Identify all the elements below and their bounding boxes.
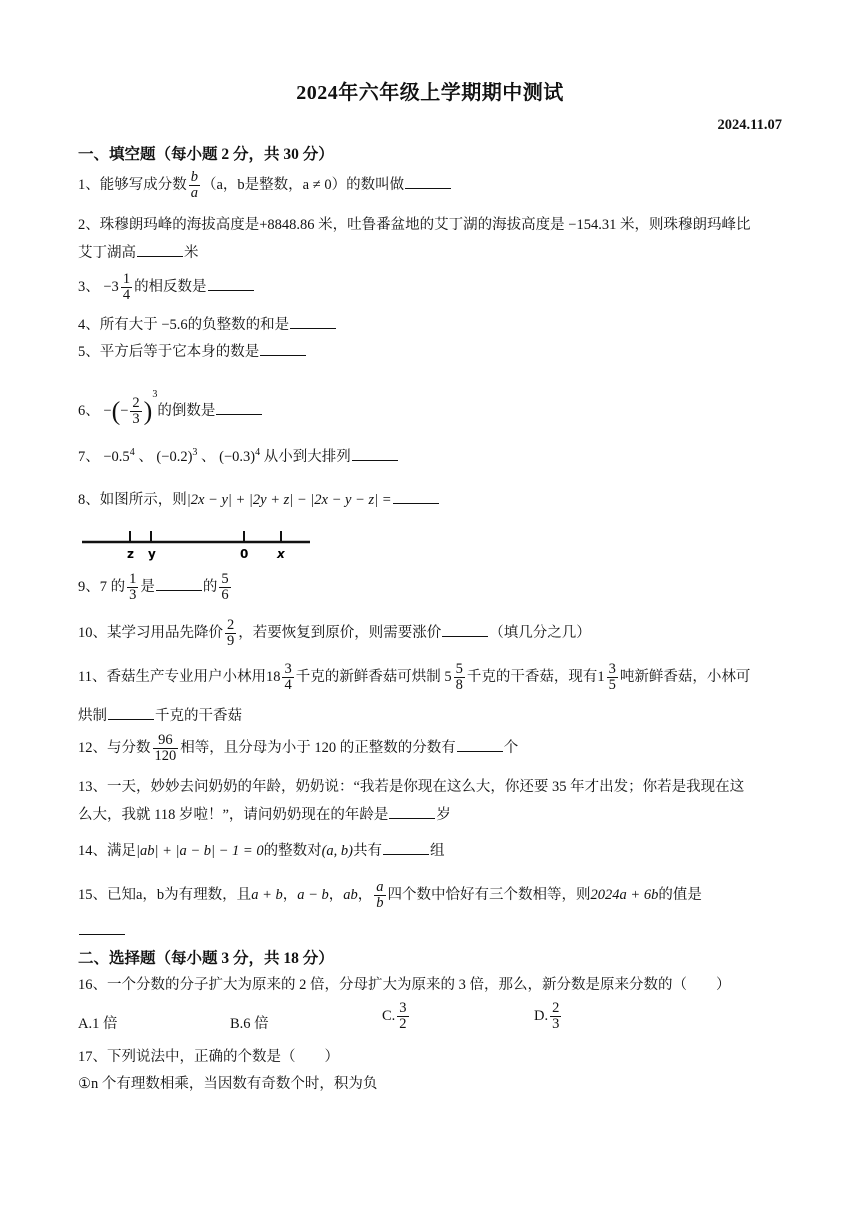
question-15: 15、已知a，b为有理数，且a + b，a − b，ab， $\frac{a}{b}$ 四个数中恰好有三个数相等，则2024a + 6b的值是 [78,879,702,912]
question-2: 2、珠穆朗玛峰的海拔高度是+8848.86 米，吐鲁番盆地的艾丁湖的海拔高度是 −154.31 米，则珠穆朗玛峰比 [78,217,751,233]
question-3: 3、 −3 $\frac{1}{4}$ 的相反数是 [78,272,782,303]
answer-blank[interactable] [290,327,336,329]
fraction: $\frac{a}{b}$ [376,879,384,912]
answer-blank[interactable] [260,354,306,356]
fraction: $\frac{3}{4}$ [284,661,292,694]
page-title: 2024年六年级上学期期中测试 [296,82,564,104]
answer-blank[interactable] [208,289,254,291]
question-14: 14、满足|ab| + |a − b| − 1 = 0的整数对(a, b)共有 组 [78,843,445,859]
answer-blank[interactable] [156,589,202,591]
fraction: $\frac{2}{9}$ [227,617,235,650]
fraction: $\frac{5}{8}$ [455,661,463,694]
question-9: 9、7 的 $\frac{1}{3}$ 是 的 $\frac{5}{6}$ [78,571,229,604]
question-5: 5、平方后等于它本身的数是 [78,339,782,365]
label-y: y [148,547,156,561]
fraction: $\frac{b}{a}$ [190,169,198,202]
label-z: z [127,547,134,561]
question-15-line2 [78,918,782,944]
fraction: $\frac{2}{3}$ [132,394,140,428]
answer-blank[interactable] [352,459,398,461]
question-1: 1、能够写成分数 $\frac{b}{a}$ （a，b是整数，a ≠ 0）的数叫做 [78,170,782,201]
question-2-line2: 艾丁湖高 米 [78,245,199,261]
question-11-line2: 烘制 千克的干香菇 [78,708,242,724]
question-6: 6、 −(− $\frac{2}{3}$ )$^3$的倒数是 [78,382,782,427]
fraction: $\frac{2}{3}$ [552,1000,560,1033]
fraction: $\frac{1}{4}$ [122,271,131,304]
fraction: $\frac{3}{5}$ [608,661,616,694]
question-11: 11、香菇生产专业用户小林用18 $\frac{3}{4}$ 千克的新鲜香菇可烘制 5 $\frac{5}{8}$ 千克的干香菇，现有1 $\frac{3}{5}$ 吨新鲜香菇，小林可 [78,661,751,694]
question-16: 16、一个分数的分子扩大为原来的 2 倍，分母扩大为原来的 3 倍，那么，新分数是原来分数的（ ） [78,977,731,993]
answer-blank[interactable] [442,635,488,637]
question-17: 17、下列说法中，正确的个数是（ ） [78,1049,339,1065]
exam-date: 2024.11.07 [717,117,782,133]
section-choice-heading: 二、选择题（每小题 3 分，共 18 分） [78,950,334,967]
answer-blank[interactable] [137,255,183,257]
fraction: $\frac{3}{2}$ [399,1000,407,1033]
question-13-line2: 么大，我就 118 岁啦！”，请问奶奶现在的年龄是 岁 [78,807,451,823]
answer-blank[interactable] [108,718,154,720]
question-13: 13、一天，妙妙去问奶奶的年龄，奶奶说：“我若是你现在这么大，你还要 35 年才出发；你若是我现在这 [78,779,745,795]
option-a[interactable]: A.1 倍 [78,1016,118,1032]
label-0: 0 [240,547,249,561]
option-b[interactable]: B.6 倍 [230,1016,269,1032]
question-10: 10、某学习用品先降价 $\frac{2}{9}$ ，若要恢复到原价，则需要涨价 （填几分之几） [78,617,591,650]
answer-blank[interactable] [457,750,503,752]
answer-blank[interactable] [383,853,429,855]
answer-blank[interactable] [216,413,262,415]
answer-blank[interactable] [405,187,451,189]
question-4: 4、所有大于 −5.6的负整数的和是 [78,312,782,338]
section-fill-in-heading: 一、填空题（每小题 2 分，共 30 分） [78,146,334,163]
fraction: $\frac{5}{6}$ [221,571,229,604]
number-line-figure [80,528,316,562]
question-17-item-1: ①n 个有理数相乘，当因数有奇数个时，积为负 [78,1076,378,1092]
question-7: 7、 $-0.5^4$ 、 $(-0.2)^3$ 、 $(-0.3)^4$ 从小到大排列 [78,440,782,470]
fraction: $\frac{1}{3}$ [129,571,137,604]
question-12: 12、与分数 $\frac{96}{120}$ 相等，且分母为小于 120 的正整数的分数有 个 [78,732,519,765]
answer-blank[interactable] [79,933,125,935]
fraction: $\frac{96}{120}$ [154,732,177,765]
answer-blank[interactable] [393,502,439,504]
label-x: x [277,547,285,561]
option-c[interactable]: C. $\frac{3}{2}$ [382,1000,407,1033]
option-d[interactable]: D. $\frac{2}{3}$ [534,1000,560,1033]
answer-blank[interactable] [389,817,435,819]
question-8: 8、如图所示，则|2x − y| + |2y + z| − |2x − y − z| = [78,487,782,513]
